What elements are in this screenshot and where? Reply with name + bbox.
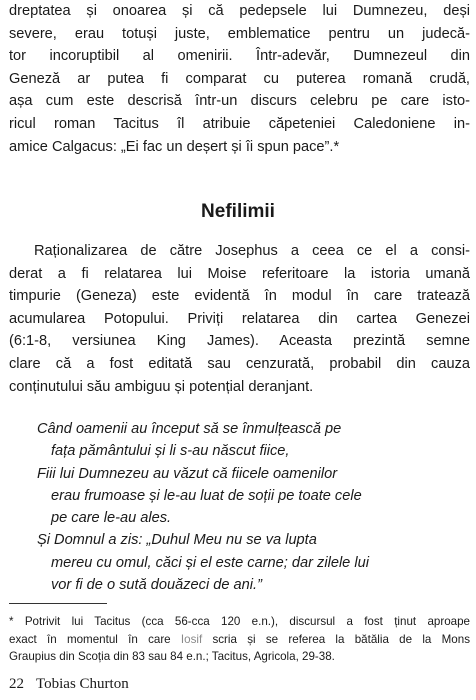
section-heading: Nefilimii [201, 201, 275, 222]
text-line: așa cum este descrisă într-un discurs celebru pe care isto- [9, 93, 470, 110]
text-line: ricul roman Tacitus îl atribuie căpeteniei Caledoniene in- [9, 115, 470, 132]
quote-line: Și Domnul a zis: „Duhul Meu nu se va lupta [37, 532, 317, 549]
quote-line: pe care le-au ales. [51, 510, 172, 527]
quote-line: vor fi de o sută douăzeci de ani.” [51, 577, 262, 594]
text-line: acumularea Potopului. Priviți relatarea din cartea Genezei [9, 310, 470, 327]
text-line: derat a fi relatarea lui Moise referitoare la istoria umană [9, 265, 470, 282]
text-line: tor incoruptibil al omenirii. Într-adevăr, Dumnezeul din [9, 48, 470, 65]
footnote-text: scria și se referea la bătălia de la Mons [202, 632, 470, 646]
quote-line: Fiii lui Dumnezeu au văzut că fiicele oamenilor [37, 465, 338, 482]
paragraph-calgacus [9, 0, 470, 158]
quote-line: fața pământului și li s-au născut fiice, [51, 443, 290, 460]
footnote-text: exact în momentul în care [9, 632, 181, 646]
text-line: (6:1-8, versiunea King James). Aceasta prezintă semne [9, 333, 470, 350]
text-line: timpurie (Geneza) este evidentă în modul în care tratează [9, 288, 470, 305]
footnote-divider [9, 603, 107, 604]
footnote-line [9, 631, 470, 649]
text-line: Raționalizarea de către Josephus a ceea ce el a consi- [34, 243, 470, 259]
page-footer [9, 674, 129, 694]
text-line: dreptatea și onoarea și că pedepsele lui Dumnezeu, deși [9, 3, 470, 19]
text-line: conținutului său ambiguu și potențial deranjant. [9, 378, 314, 395]
footnote [9, 613, 470, 666]
footnote-line: Graupius din Scoția din 83 sau 84 e.n.; Tacitus, Agricola, 29-38. [9, 650, 335, 663]
footnote-line: * Potrivit lui Tacitus (cca 56-cca 120 e.n.), discursul a fost ținut aproape [9, 615, 470, 628]
author-name: Tobias Churton [36, 676, 129, 692]
text-line: clare că a fost editată sau cenzurată, probabil din cauza [9, 355, 470, 372]
genesis-quote [37, 418, 457, 596]
text-line: Geneză ar putea fi comparat cu puterea romană crudă, [9, 70, 470, 87]
text-line: severe, erau totuși juste, emblematice pentru un judecă- [9, 25, 470, 42]
quote-line: mereu cu omul, căci și el este carne; dar zilele lui [51, 554, 369, 571]
text-line: amice Calgacus: „Ei fac un deșert și îi spun pace”.* [9, 138, 340, 155]
quote-line: erau frumoase și le-au luat de soții pe toate cele [51, 487, 362, 504]
page-number: 22 [9, 676, 24, 692]
quote-line: Când oamenii au început să se înmulțească pe [37, 421, 342, 437]
paragraph-josephus [9, 240, 470, 398]
highlighted-name: Iosif [180, 632, 203, 646]
